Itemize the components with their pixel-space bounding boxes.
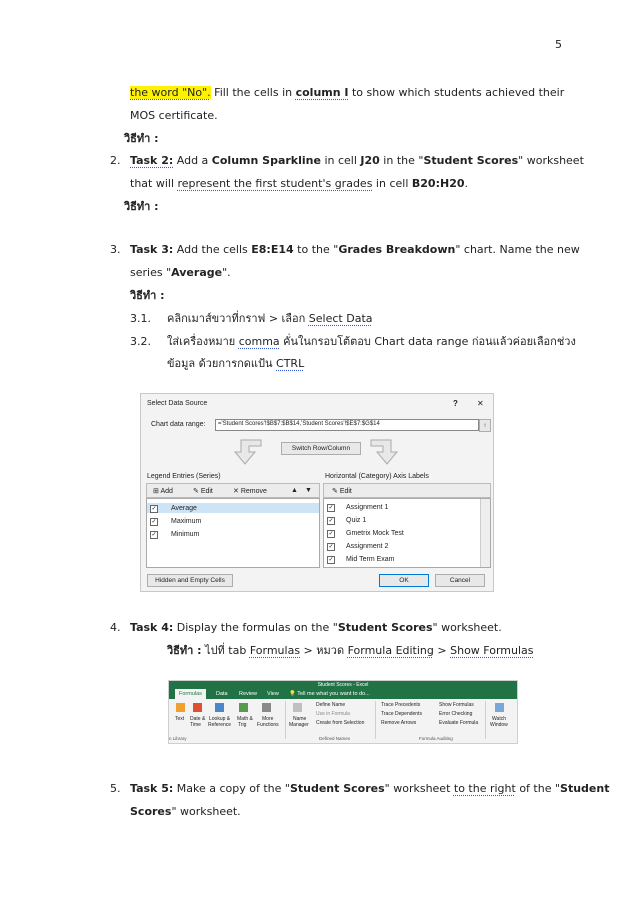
date-time-icon[interactable] [193, 703, 202, 712]
hidden-empty-cells-button[interactable]: Hidden and Empty Cells [147, 574, 233, 587]
range-label: Chart data range: [151, 421, 206, 428]
name-manager-icon[interactable] [293, 703, 302, 712]
help-icon[interactable]: ? [453, 399, 458, 408]
task2-line1: Task 2: Add a Column Sparkline in cell J20 in the "Student Scores" worksheet [130, 154, 584, 167]
series-list[interactable]: ✓ Average ✓ Maximum ✓ Minimum [146, 498, 320, 568]
step-3-2-line2: ข้อมูล ด้วยการกดแป้น CTRL [167, 357, 305, 370]
para1-line2: MOS certificate. [130, 109, 218, 122]
step-3-1-num: 3.1. [130, 312, 151, 325]
text-icon[interactable] [176, 703, 185, 712]
window-title: Student Scores - Excel [169, 681, 517, 689]
list-item[interactable]: Assignment 2 [346, 543, 389, 550]
method-label: วิธีทำ : [130, 289, 165, 302]
define-name-button[interactable]: Define Name [316, 702, 346, 708]
method-label: วิธีทำ : [124, 132, 159, 145]
task2-num: 2. [110, 154, 121, 167]
dialog-title: Select Data Source [147, 400, 208, 407]
step-3-2-num: 3.2. [130, 335, 151, 348]
trace-precedents-button[interactable]: Trace Precedents [381, 702, 421, 708]
list-item[interactable]: Maximum [171, 518, 202, 525]
show-formulas-button[interactable]: Show Formulas [439, 702, 474, 708]
lookup-reference-icon[interactable] [215, 703, 224, 712]
tab-data[interactable]: Data [216, 691, 228, 697]
task5-line1: Task 5: Make a copy of the "Student Scores" worksheet to the right of the "Student [130, 782, 610, 795]
task2-line2: that will represent the first student's grades in cell B20:H20. [130, 177, 468, 190]
task3-num: 3. [110, 243, 121, 256]
select-data-source-dialog [140, 393, 494, 592]
use-in-formula-button[interactable]: Use in Formula [316, 711, 350, 717]
ok-button[interactable]: OK [379, 574, 429, 587]
switch-row-column-button[interactable]: Switch Row/Column [281, 442, 361, 455]
create-from-selection-button[interactable]: Create from Selection [316, 720, 365, 726]
step-3-1: คลิกเมาส์ขวาที่กราฟ > เลือก Select Data [167, 312, 373, 325]
category-scrollbar[interactable] [480, 499, 490, 567]
tab-formulas[interactable]: Formulas [175, 689, 206, 699]
range-collapse-button[interactable]: ↑ [479, 419, 491, 432]
task5-num: 5. [110, 782, 121, 795]
task3-line1: Task 3: Add the cells E8:E14 to the "Grades Breakdown" chart. Name the new [130, 243, 580, 256]
remove-button[interactable]: ✕ Remove [233, 488, 267, 495]
legend-toolbar [146, 483, 320, 498]
close-icon[interactable]: ✕ [477, 399, 484, 408]
more-functions-icon[interactable] [262, 703, 271, 712]
chart-data-range-input[interactable]: ='Student Scores'!$B$7:$B$14,'Student Scores'!$E$7:$G$14 [215, 419, 479, 431]
edit-axis-button[interactable]: ✎ Edit [332, 488, 352, 495]
task3-line2: series "Average". [130, 266, 231, 279]
list-item[interactable]: Assignment 1 [346, 504, 389, 511]
list-item[interactable]: Mid Term Exam [346, 556, 395, 563]
task4-line1: Task 4: Display the formulas on the "Student Scores" worksheet. [130, 621, 502, 634]
trace-dependents-button[interactable]: Trace Dependents [381, 711, 422, 717]
highlight-text: the word "No". [130, 86, 211, 99]
page-number: 5 [555, 38, 562, 51]
add-button[interactable]: ⊞ Add [153, 488, 173, 495]
list-item[interactable]: Quiz 1 [346, 517, 367, 524]
step-3-2: ใส่เครื่องหมาย comma คั่นในกรอบโต้ตอบ Chart data range ก่อนแล้วค่อยเลือกช่วง [167, 335, 576, 348]
task5-line2: Scores" worksheet. [130, 805, 241, 818]
para1-line1: the word "No". Fill the cells in column I to show which students achieved their [130, 86, 565, 99]
move-down-icon[interactable]: ▼ [305, 487, 312, 494]
remove-arrows-button[interactable]: Remove Arrows [381, 720, 417, 726]
task4-method: วิธีทำ : ไปที่ tab Formulas > หมวด Formula Editing > Show Formulas [167, 644, 534, 657]
list-item[interactable]: Minimum [171, 531, 200, 538]
list-item[interactable]: Gmetrix Mock Test [346, 530, 404, 537]
tab-review[interactable]: Review [239, 691, 258, 697]
method-label: วิธีทำ : [124, 200, 159, 213]
axis-toolbar [323, 483, 491, 498]
math-trig-icon[interactable] [239, 703, 248, 712]
legend-entries-label: Legend Entries (Series) [147, 473, 221, 480]
evaluate-formula-button[interactable]: Evaluate Formula [439, 720, 479, 726]
category-list[interactable]: ✓ Assignment 1 ✓ Quiz 1 ✓ Gmetrix Mock Test ✓ Assignment 2 ✓ Mid Term Exam [323, 498, 491, 568]
cancel-button[interactable]: Cancel [435, 574, 485, 587]
edit-button[interactable]: ✎ Edit [193, 488, 213, 495]
task4-num: 4. [110, 621, 121, 634]
tell-me-box[interactable]: 💡 Tell me what you want to do... [289, 691, 370, 697]
watch-window-icon[interactable] [495, 703, 504, 712]
move-up-icon[interactable]: ▲ [291, 487, 298, 494]
axis-labels-label: Horizontal (Category) Axis Labels [325, 473, 429, 480]
list-item[interactable]: Average [171, 505, 197, 512]
excel-ribbon: Student Scores - Excel Formulas Data Review View 💡 Tell me what you want to do... Text Date & Time Lookup & Reference Math & Trig More Functions n Library Name Manager Define Name Use in Formula Create from Selection Defined Names Trace Precedents Trace Dependents Remove Arrows Show Formulas Error Checking Evaluate Formula Formula Auditing Watch Window [168, 680, 518, 744]
tab-view[interactable]: View [267, 691, 279, 697]
error-checking-button[interactable]: Error Checking [439, 711, 473, 717]
